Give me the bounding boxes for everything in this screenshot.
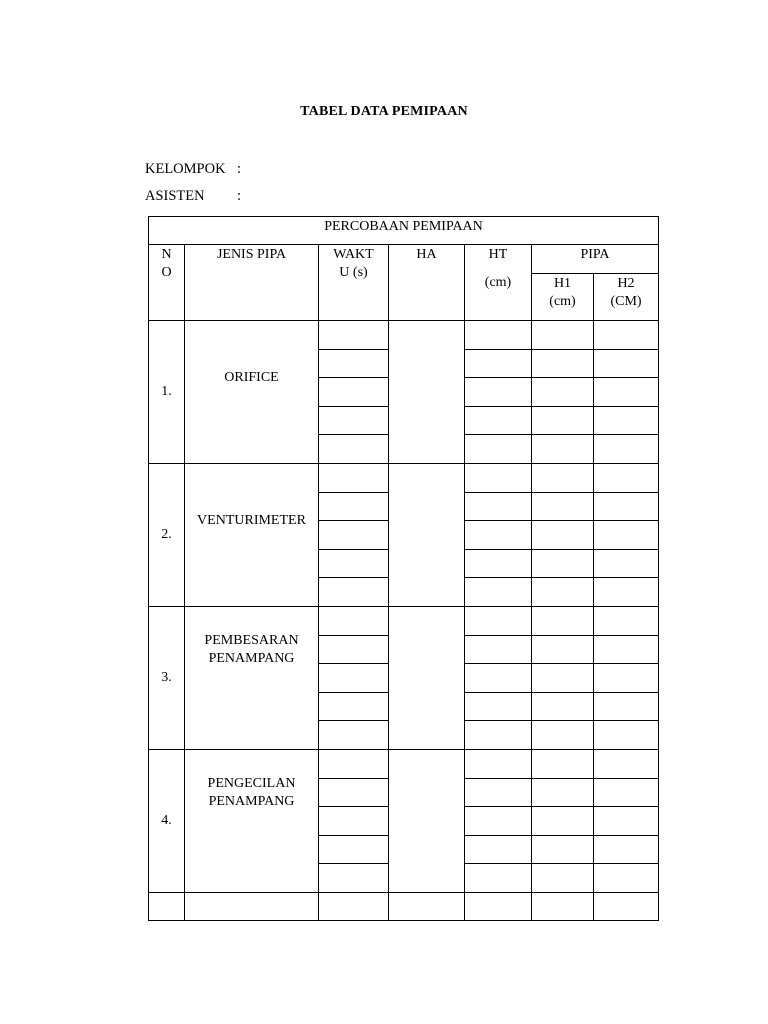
row-number: 3. xyxy=(149,606,185,749)
waktu-input-cell[interactable] xyxy=(319,349,389,378)
kelompok-line xyxy=(145,161,241,178)
ha-input-cell[interactable] xyxy=(389,321,465,464)
ht-input-cell[interactable] xyxy=(465,435,532,464)
h1-input-cell[interactable] xyxy=(532,864,594,893)
ht-input-cell[interactable] xyxy=(465,321,532,350)
empty-cell[interactable] xyxy=(185,892,319,920)
h2-input-cell[interactable] xyxy=(594,835,659,864)
empty-cell[interactable] xyxy=(149,892,185,920)
waktu-input-cell[interactable] xyxy=(319,578,389,607)
waktu-input-cell[interactable] xyxy=(319,721,389,750)
row-number: 1. xyxy=(149,321,185,464)
empty-cell[interactable] xyxy=(319,892,389,920)
header-pipa: PIPA xyxy=(532,245,659,274)
waktu-input-cell[interactable] xyxy=(319,778,389,807)
h1-input-cell[interactable] xyxy=(532,378,594,407)
h1-input-cell[interactable] xyxy=(532,492,594,521)
ht-input-cell[interactable] xyxy=(465,864,532,893)
h1-input-cell[interactable] xyxy=(532,692,594,721)
h2-input-cell[interactable] xyxy=(594,864,659,893)
h2-input-cell[interactable] xyxy=(594,549,659,578)
h2-input-cell[interactable] xyxy=(594,521,659,550)
h1-input-cell[interactable] xyxy=(532,321,594,350)
h2-input-cell[interactable] xyxy=(594,378,659,407)
header-ht: HT (cm) xyxy=(465,245,532,321)
ht-input-cell[interactable] xyxy=(465,492,532,521)
pipe-type-name: PEMBESARAN PENAMPANG xyxy=(185,606,319,749)
waktu-input-cell[interactable] xyxy=(319,606,389,635)
document-title: TABEL DATA PEMIPAAN xyxy=(300,104,468,119)
h1-input-cell[interactable] xyxy=(532,463,594,492)
ht-input-cell[interactable] xyxy=(465,463,532,492)
waktu-input-cell[interactable] xyxy=(319,749,389,778)
h1-input-cell[interactable] xyxy=(532,406,594,435)
ht-input-cell[interactable] xyxy=(465,549,532,578)
waktu-input-cell[interactable] xyxy=(319,635,389,664)
ht-input-cell[interactable] xyxy=(465,835,532,864)
table-row xyxy=(149,463,659,492)
pipe-data-table xyxy=(148,216,659,921)
h1-input-cell[interactable] xyxy=(532,664,594,693)
table-row xyxy=(149,321,659,350)
pipe-type-name: ORIFICE xyxy=(185,321,319,464)
h2-input-cell[interactable] xyxy=(594,721,659,750)
waktu-input-cell[interactable] xyxy=(319,664,389,693)
table-row xyxy=(149,892,659,920)
waktu-input-cell[interactable] xyxy=(319,406,389,435)
ha-input-cell[interactable] xyxy=(389,606,465,749)
waktu-input-cell[interactable] xyxy=(319,378,389,407)
ht-input-cell[interactable] xyxy=(465,664,532,693)
ht-input-cell[interactable] xyxy=(465,807,532,836)
table-row xyxy=(149,749,659,778)
header-ha: HA xyxy=(389,245,465,321)
h1-input-cell[interactable] xyxy=(532,435,594,464)
h1-input-cell[interactable] xyxy=(532,807,594,836)
kelompok-label: KELOMPOK xyxy=(145,161,226,177)
h2-input-cell[interactable] xyxy=(594,606,659,635)
waktu-input-cell[interactable] xyxy=(319,835,389,864)
row-number: 4. xyxy=(149,749,185,892)
h2-input-cell[interactable] xyxy=(594,807,659,836)
h2-input-cell[interactable] xyxy=(594,349,659,378)
h1-input-cell[interactable] xyxy=(532,349,594,378)
h1-input-cell[interactable] xyxy=(532,635,594,664)
h2-input-cell[interactable] xyxy=(594,492,659,521)
waktu-input-cell[interactable] xyxy=(319,549,389,578)
ht-input-cell[interactable] xyxy=(465,692,532,721)
h2-input-cell[interactable] xyxy=(594,406,659,435)
table-row xyxy=(149,606,659,635)
ht-input-cell[interactable] xyxy=(465,721,532,750)
h1-input-cell[interactable] xyxy=(532,606,594,635)
ht-input-cell[interactable] xyxy=(465,778,532,807)
ht-input-cell[interactable] xyxy=(465,635,532,664)
waktu-input-cell[interactable] xyxy=(319,492,389,521)
ht-input-cell[interactable] xyxy=(465,749,532,778)
h2-input-cell[interactable] xyxy=(594,664,659,693)
h1-input-cell[interactable] xyxy=(532,521,594,550)
waktu-input-cell[interactable] xyxy=(319,807,389,836)
waktu-input-cell[interactable] xyxy=(319,435,389,464)
h1-input-cell[interactable] xyxy=(532,835,594,864)
empty-cell[interactable] xyxy=(465,892,532,920)
ht-input-cell[interactable] xyxy=(465,349,532,378)
header-no: N O xyxy=(149,245,185,321)
h2-input-cell[interactable] xyxy=(594,321,659,350)
h1-input-cell[interactable] xyxy=(532,721,594,750)
waktu-input-cell[interactable] xyxy=(319,321,389,350)
pipe-type-name: VENTURIMETER xyxy=(185,463,319,606)
ha-input-cell[interactable] xyxy=(389,749,465,892)
header-waktu: WAKT U (s) xyxy=(319,245,389,321)
h2-input-cell[interactable] xyxy=(594,578,659,607)
kelompok-separator: : xyxy=(237,161,242,177)
waktu-input-cell[interactable] xyxy=(319,864,389,893)
ht-input-cell[interactable] xyxy=(465,378,532,407)
ht-input-cell[interactable] xyxy=(465,406,532,435)
h1-input-cell[interactable] xyxy=(532,749,594,778)
h2-input-cell[interactable] xyxy=(594,463,659,492)
ht-input-cell[interactable] xyxy=(465,606,532,635)
ha-input-cell[interactable] xyxy=(389,463,465,606)
row-number: 2. xyxy=(149,463,185,606)
h1-input-cell[interactable] xyxy=(532,549,594,578)
h2-input-cell[interactable] xyxy=(594,692,659,721)
asisten-line xyxy=(145,188,241,205)
ht-input-cell[interactable] xyxy=(465,521,532,550)
header-h1: H1 (cm) xyxy=(532,274,594,321)
waktu-input-cell[interactable] xyxy=(319,692,389,721)
h1-input-cell[interactable] xyxy=(532,578,594,607)
waktu-input-cell[interactable] xyxy=(319,463,389,492)
h1-input-cell[interactable] xyxy=(532,778,594,807)
header-jenis-pipa: JENIS PIPA xyxy=(185,245,319,321)
asisten-label: ASISTEN xyxy=(145,188,205,204)
h2-input-cell[interactable] xyxy=(594,635,659,664)
h2-input-cell[interactable] xyxy=(594,435,659,464)
pipe-type-name: PENGECILAN PENAMPANG xyxy=(185,749,319,892)
empty-cell[interactable] xyxy=(532,892,594,920)
header-h2: H2 (CM) xyxy=(594,274,659,321)
empty-cell[interactable] xyxy=(389,892,465,920)
asisten-separator: : xyxy=(237,188,242,204)
waktu-input-cell[interactable] xyxy=(319,521,389,550)
table-caption: PERCOBAAN PEMIPAAN xyxy=(149,217,659,245)
h2-input-cell[interactable] xyxy=(594,749,659,778)
h2-input-cell[interactable] xyxy=(594,778,659,807)
ht-input-cell[interactable] xyxy=(465,578,532,607)
empty-cell[interactable] xyxy=(594,892,659,920)
